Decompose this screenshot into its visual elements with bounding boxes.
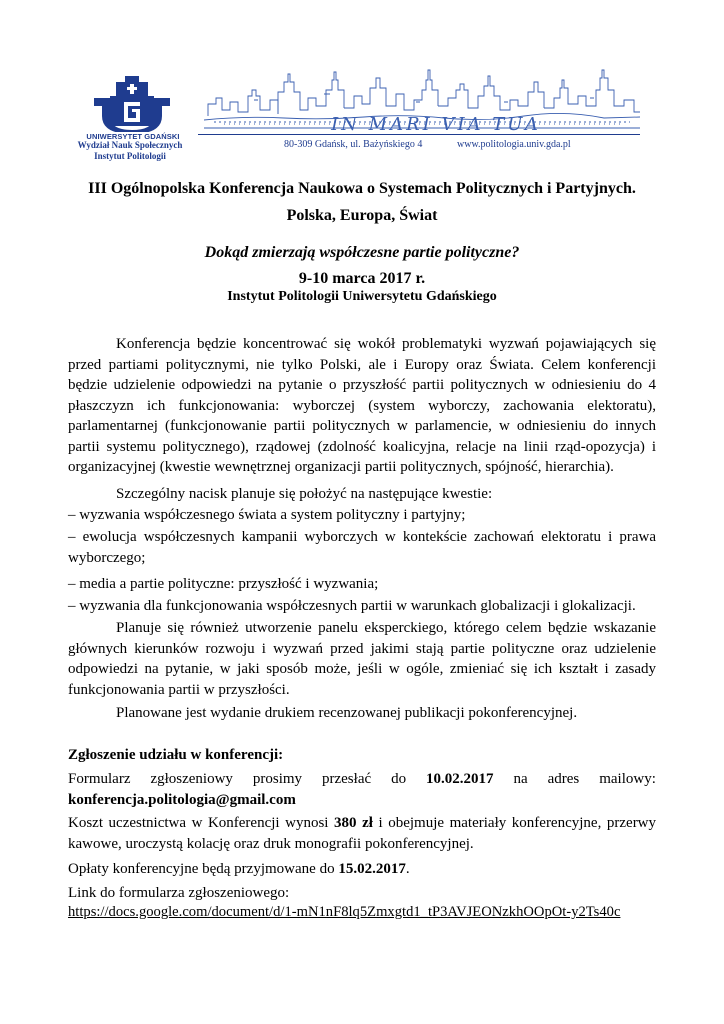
bullet-item: – ewolucja współczesnych kampanii wyborczych w kontekście zachowań elektoratu i prawa wyborczego; bbox=[68, 529, 656, 566]
conference-date: 9-10 marca 2017 r. bbox=[298, 270, 426, 287]
registration-deadline: 10.02.2017 bbox=[426, 771, 494, 787]
payment-date: 15.02.2017 bbox=[338, 861, 406, 877]
motto-text: IN MARI VIA TUA bbox=[331, 114, 541, 135]
faculty-name: Wydział Nauk Społecznych bbox=[77, 140, 183, 150]
form-word: adres bbox=[547, 771, 580, 787]
form-link-label: Link do formularza zgłoszeniowego: bbox=[68, 885, 290, 901]
intro-paragraph: Konferencja będzie koncentrować się wokół problematyki wyzwań pojawiających się przed partiami politycznymi, nie tylko Polski, ale i Europy oraz Świata. Celem konferencji będzie udzielenie odpowiedzi na pytanie o przyszłość partii politycznych w odniesieniu do 4 płaszczyzn ich funkcjonowania: wyborczej (system wyborczy, zachowania elektoratu), parlamentarnej (funkcjonowanie partii politycznych w parlamencie, w odniesieniu do innych partii systemu politycznego), rządowej (zdolność koalicyjna, relacje na linii rząd-opozycja) i organizacyjnej (kwestie wewnętrznej organizacji partii politycznych, spójność, hierarchia). bbox=[68, 336, 656, 475]
bullet-item: – wyzwania współczesnego świata a system polityczny i partyjny; bbox=[68, 507, 466, 523]
payment-deadline-line bbox=[68, 861, 656, 878]
university-crest-icon bbox=[94, 76, 170, 132]
form-word: Formularz bbox=[68, 771, 131, 787]
form-word: mailowy: bbox=[599, 771, 656, 787]
conference-subtitle-regions: Polska, Europa, Świat bbox=[286, 207, 438, 224]
conference-theme: Dokąd zmierzają współczesne partie polityczne? bbox=[204, 244, 520, 261]
publication-paragraph: Planowane jest wydanie drukiem recenzowanej publikacji pokonferencyjnej. bbox=[116, 705, 578, 721]
registration-email[interactable]: konferencja.politologia@gmail.com bbox=[68, 792, 296, 808]
form-link[interactable]: https://docs.google.com/document/d/1-mN1nF8lq5Zmxgtd1_tP3AVJEONzkhOOpOt-y2Ts40c bbox=[68, 904, 621, 920]
website-link[interactable]: www.politologia.univ.gda.pl bbox=[457, 139, 571, 150]
fee-amount: 380 zł bbox=[334, 815, 373, 831]
university-name: UNIWERSYTET GDAŃSKI bbox=[86, 132, 180, 141]
conference-venue: Instytut Politologii Uniwersytetu Gdańskiego bbox=[227, 289, 497, 304]
payment-period: . bbox=[405, 861, 410, 877]
conference-title: III Ogólnopolska Konferencja Naukowa o Systemach Politycznych i Partyjnych. bbox=[88, 180, 636, 197]
focus-paragraph: Szczególny nacisk planuje się położyć na następujące kwestie: bbox=[116, 486, 493, 502]
form-word: na bbox=[513, 771, 528, 787]
form-word: zgłoszeniowy bbox=[150, 771, 233, 787]
bullet-item: – media a partie polityczne: przyszłość i wyzwania; bbox=[68, 576, 379, 592]
fee-text-start: Koszt uczestnictwa w Konferencji wynosi bbox=[68, 815, 329, 831]
payment-text: Opłaty konferencyjne będą przyjmowane do bbox=[68, 861, 335, 877]
fee-text-end: i obejmuje materiały konferencyjne, przerwy kawowe, uroczystą kolację oraz druk monografii pokonferencyjnej. bbox=[68, 815, 657, 852]
form-word: prosimy bbox=[252, 771, 303, 787]
address-text: 80-309 Gdańsk, ul. Bażyńskiego 4 bbox=[284, 139, 423, 150]
fee-paragraph bbox=[68, 813, 656, 854]
registration-heading: Zgłoszenie udziału w konferencji: bbox=[68, 747, 284, 763]
institute-name: Instytut Politologii bbox=[94, 151, 166, 161]
form-word: do bbox=[391, 771, 407, 787]
form-word: przesłać bbox=[322, 771, 372, 787]
bullet-item: – wyzwania dla funkcjonowania współczesnych partii w warunkach globalizacji i glokalizacji. bbox=[68, 598, 636, 614]
form-instruction bbox=[68, 771, 656, 788]
university-logo bbox=[94, 76, 170, 132]
panel-paragraph: Planuje się również utworzenie panelu eksperckiego, którego celem będzie wskazanie głównych kierunków rozwoju i wyzwań przed jakimi stają partie polityczne oraz udzielenie odpowiedzi na pytanie, w jaki sposób może, jeśli w ogóle, zmieniać się ich kształt i zasady funkcjonowania partii w przyszłości. bbox=[68, 620, 656, 698]
header-rule bbox=[198, 134, 640, 135]
